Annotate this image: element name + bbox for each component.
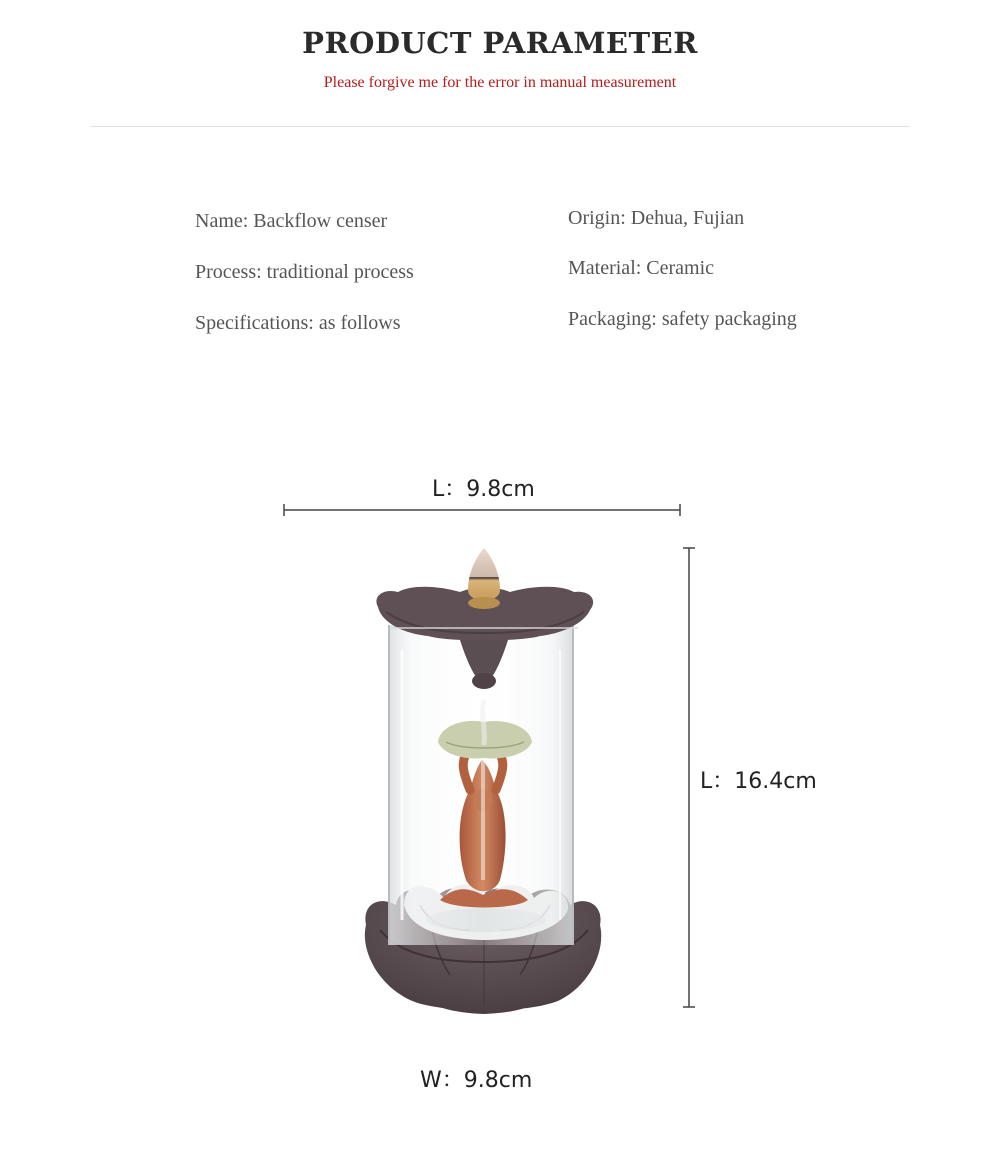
spec-packaging: Packaging: safety packaging <box>568 308 797 330</box>
spec-material: Material: Ceramic <box>568 257 715 279</box>
height-label: L：16.4cm <box>700 769 817 794</box>
page-title: PRODUCT PARAMETER <box>302 26 698 60</box>
spec-specifications: Specifications: as follows <box>195 312 401 334</box>
length-dimension-line <box>284 504 680 516</box>
spec-process: Process: traditional process <box>195 261 414 283</box>
length-label: L：9.8cm <box>432 477 535 502</box>
spec-origin: Origin: Dehua, Fujian <box>568 207 745 229</box>
incense-cone <box>468 548 500 609</box>
page-subtitle: Please forgive me for the error in manual measurement <box>323 74 677 91</box>
width-label: W：9.8cm <box>420 1068 533 1093</box>
height-dimension-line <box>683 548 695 1007</box>
spec-name: Name: Backflow censer <box>195 210 388 232</box>
